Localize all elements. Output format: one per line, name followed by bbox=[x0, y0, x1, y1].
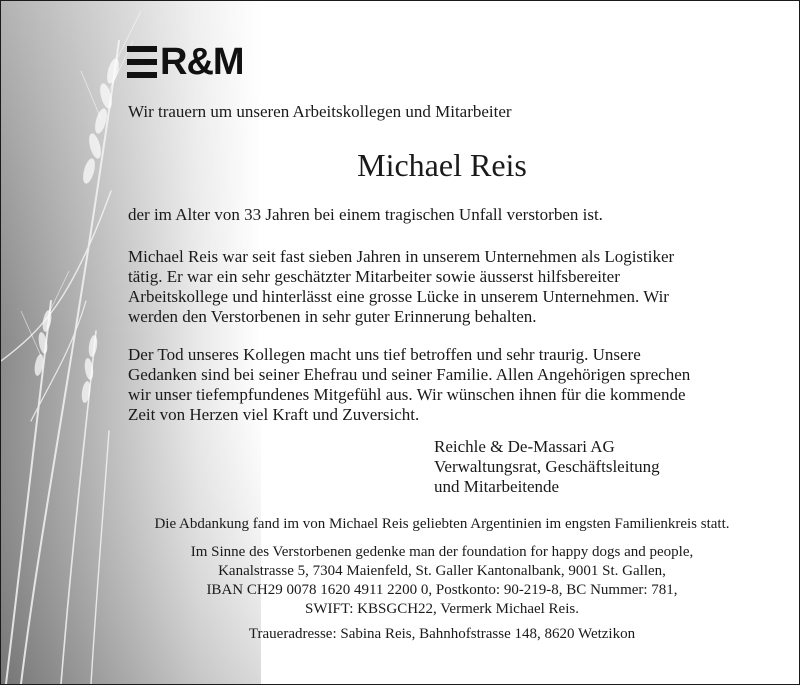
deceased-name: Michael Reis bbox=[357, 147, 527, 183]
mourning-address: Traueradresse: Sabina Reis, Bahnhofstrasse 148, 8620 Wetzikon bbox=[248, 626, 636, 642]
signature-line: Reichle & De-Massari AG bbox=[434, 437, 615, 456]
signature-block bbox=[434, 437, 660, 497]
company-logo bbox=[127, 41, 244, 83]
logo-text: R&M bbox=[160, 41, 244, 83]
logo-bars-icon bbox=[127, 46, 157, 78]
text-line: tätig. Er war ein sehr geschätzter Mitarbeiter sowie äusserst hilfsbereiter bbox=[128, 267, 620, 286]
signature-line: und Mitarbeitende bbox=[434, 477, 560, 496]
donation-note bbox=[1, 543, 800, 619]
text-line: Arbeitskollege und hinterlässt eine grosse Lücke in unserem Unternehmen. Wir bbox=[128, 287, 669, 306]
donation-line: Im Sinne des Verstorbenen gedenke man der foundation for happy dogs and people, bbox=[190, 544, 694, 560]
donation-line: SWIFT: KBSGCH22, Vermerk Michael Reis. bbox=[305, 601, 579, 617]
paragraph-tribute bbox=[128, 247, 756, 327]
text-line: Zeit von Herzen viel Kraft und Zuversicht. bbox=[128, 405, 420, 424]
ceremony-note: Die Abdankung fand im von Michael Reis geliebten Argentinien im engsten Familienkreis statt. bbox=[154, 516, 730, 532]
text-line: Gedanken sind bei seiner Ehefrau und seiner Familie. Allen Angehörigen sprechen bbox=[128, 365, 691, 384]
donation-line: IBAN CH29 0078 1620 4911 2200 0, Postkonto: 90-219-8, BC Nummer: 781, bbox=[206, 582, 678, 598]
signature-line: Verwaltungsrat, Geschäftsleitung bbox=[434, 457, 660, 476]
age-line: der im Alter von 33 Jahren bei einem tragischen Unfall verstorben ist. bbox=[128, 205, 603, 224]
text-line: Michael Reis war seit fast sieben Jahren in unserem Unternehmen als Logistiker bbox=[128, 247, 675, 266]
text-line: Der Tod unseres Kollegen macht uns tief betroffen und sehr traurig. Unsere bbox=[128, 345, 641, 364]
donation-line: Kanalstrasse 5, 7304 Maienfeld, St. Galler Kantonalbank, 9001 St. Gallen, bbox=[218, 563, 666, 579]
text-line: werden den Verstorbenen in sehr guter Erinnerung behalten. bbox=[128, 307, 537, 326]
paragraph-condolence bbox=[128, 345, 756, 425]
text-line: wir unser tiefempfundenes Mitgefühl aus. Wir wünschen ihnen für die kommende bbox=[128, 385, 686, 404]
intro-line: Wir trauern um unseren Arbeitskollegen und Mitarbeiter bbox=[128, 102, 512, 121]
